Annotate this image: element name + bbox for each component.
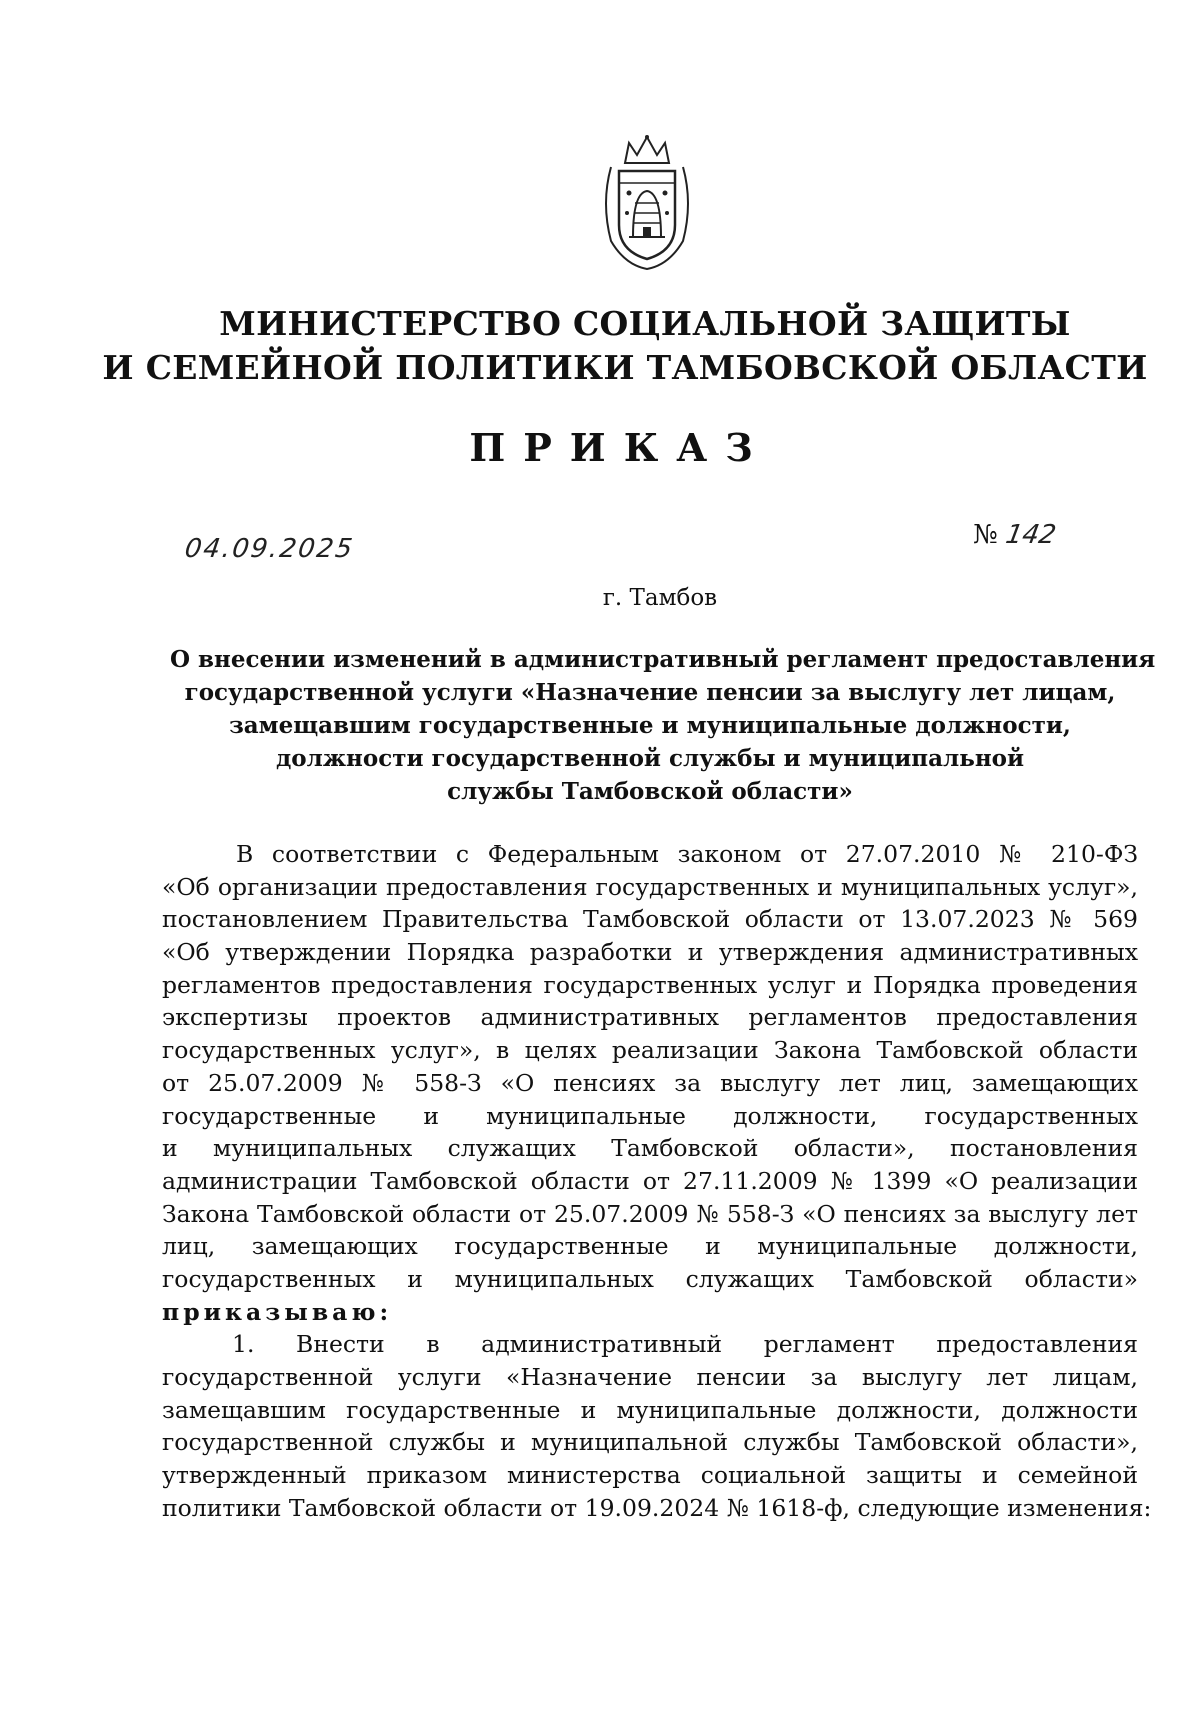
body-line: «Об утверждении Порядка разработки и утверждения административных bbox=[162, 938, 1138, 967]
ministry-name-line-1: МИНИСТЕРСТВО СОЦИАЛЬНОЙ ЗАЩИТЫ bbox=[219, 304, 1071, 343]
item-1-line: государственной службы и муниципальной службы Тамбовской области», bbox=[162, 1428, 1138, 1457]
body-line: экспертизы проектов административных регламентов предоставления bbox=[162, 1003, 1138, 1032]
body-line: и муниципальных служащих Тамбовской области», постановления bbox=[162, 1134, 1138, 1163]
body-line: постановлением Правительства Тамбовской области от 13.07.2023 № 569 bbox=[162, 905, 1138, 934]
item-1-line: замещавшим государственные и муниципальные должности, должности bbox=[162, 1395, 1138, 1424]
item-1-line: государственной услуги «Назначение пенсии за выслугу лет лицам, bbox=[162, 1363, 1138, 1391]
body-line: государственных услуг», в целях реализации Закона Тамбовской области bbox=[162, 1036, 1138, 1065]
body-line: администрации Тамбовской области от 27.11.2009 № 1399 «О реализации bbox=[162, 1166, 1138, 1195]
subject-line: должности государственной службы и муниципальной bbox=[275, 745, 1025, 772]
body-line: государственные и муниципальные должности, государственных bbox=[162, 1101, 1138, 1130]
body-line: лиц, замещающих государственные и муниципальные должности, bbox=[162, 1232, 1138, 1261]
subject-line: замещавшим государственные и муниципальные должности, bbox=[229, 712, 1071, 739]
ministry-name-line-2: И СЕМЕЙНОЙ ПОЛИТИКИ ТАМБОВСКОЙ ОБЛАСТИ bbox=[102, 348, 1148, 387]
subject-line: государственной услуги «Назначение пенсии за выслугу лет лицам, bbox=[184, 679, 1116, 706]
number-sign: № bbox=[973, 520, 998, 550]
order-body bbox=[162, 838, 1152, 1524]
body-line: «Об организации предоставления государственных и муниципальных услуг», bbox=[162, 872, 1138, 901]
item-1-line: утвержденный приказом министерства социальной защиты и семейной bbox=[162, 1461, 1138, 1490]
handwritten-number: 142 bbox=[1003, 520, 1059, 550]
body-line: государственных и муниципальных служащих Тамбовской области» bbox=[162, 1264, 1138, 1293]
subject-line: службы Тамбовской области» bbox=[447, 778, 853, 805]
document-type-title: ПРИКАЗ bbox=[469, 425, 771, 470]
subject-line: О внесении изменений в административный регламент предоставления bbox=[170, 646, 1156, 673]
body-line: Закона Тамбовской области от 25.07.2009 № 558-З «О пенсиях за выслугу лет bbox=[162, 1199, 1138, 1228]
ministry-name bbox=[0, 302, 1200, 390]
item-1-line: 1. Внести в административный регламент предоставления bbox=[232, 1330, 1138, 1359]
order-number bbox=[973, 520, 1059, 550]
body-line: от 25.07.2009 № 558-З «О пенсиях за выслугу лет лиц, замещающих bbox=[162, 1068, 1138, 1097]
order-subject bbox=[170, 643, 1156, 808]
handwritten-date: 04.09.2025 bbox=[182, 534, 356, 564]
body-line: регламентов предоставления государственных услуг и Порядка проведения bbox=[162, 970, 1138, 999]
item-1-line: политики Тамбовской области от 19.09.2024 № 1618-ф, следующие изменения: bbox=[162, 1493, 1152, 1522]
body-line: В соответствии с Федеральным законом от 27.07.2010 № 210-ФЗ bbox=[236, 840, 1138, 868]
prikazyvayu-word: приказываю: bbox=[162, 1297, 393, 1326]
coat-of-arms-icon bbox=[597, 133, 697, 273]
city-label: г. Тамбов bbox=[602, 585, 718, 611]
